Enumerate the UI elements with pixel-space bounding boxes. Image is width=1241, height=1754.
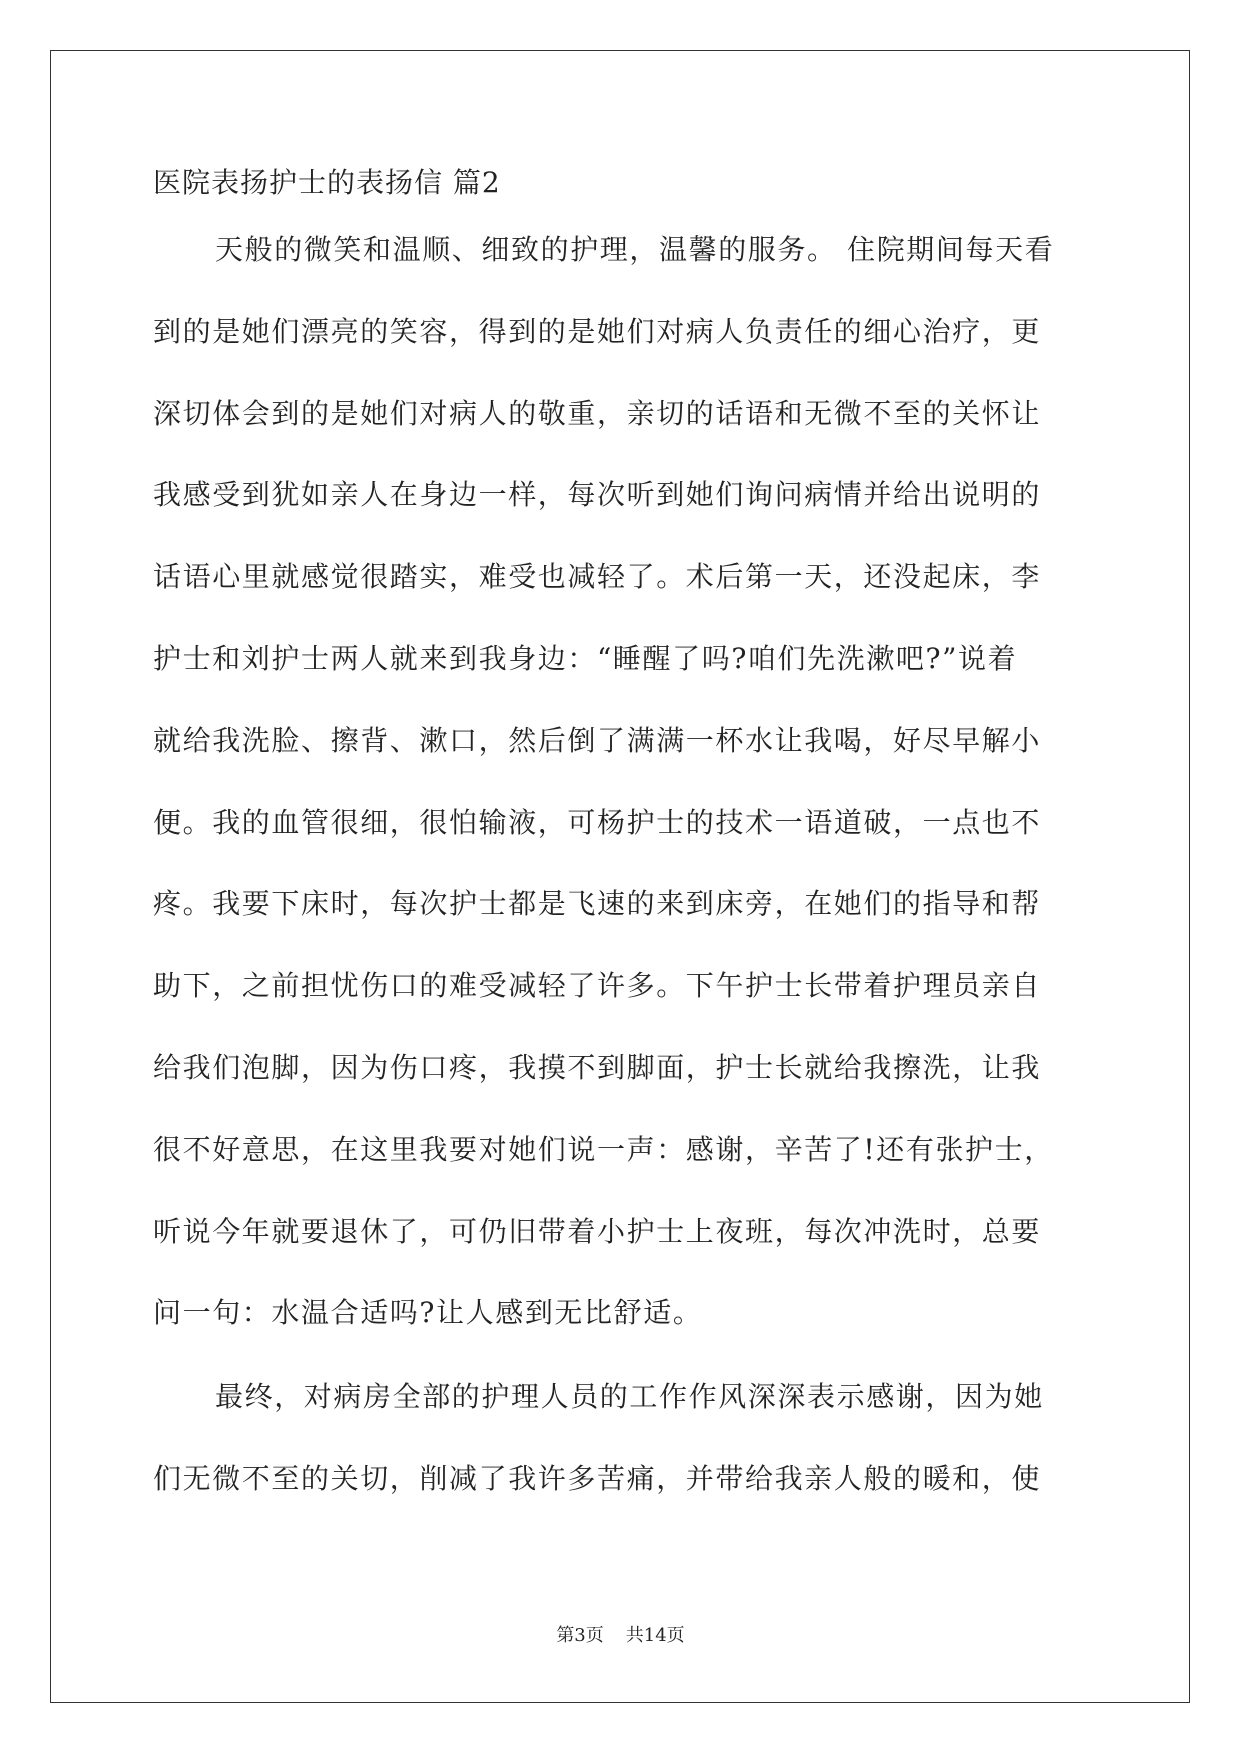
text-line: 深切体会到的是她们对病人的敬重，亲切的话语和无微不至的关怀让 xyxy=(153,396,1042,430)
text-line: 问一句：水温合适吗?让人感到无比舒适。 xyxy=(153,1296,703,1330)
page-number: 第3页 xyxy=(556,1625,604,1646)
text-line: 很不好意思，在这里我要对她们说一声：感谢，辛苦了!还有张护士， xyxy=(153,1132,1054,1166)
text-line: 疼。我要下床时，每次护士都是飞速的来到床旁，在她们的指导和帮 xyxy=(153,887,1042,921)
text-line: 天般的微笑和温顺、细致的护理，温馨的服务。 住院期间每天看 xyxy=(215,233,1055,266)
text-line: 我感受到犹如亲人在身边一样，每次听到她们询问病情并给出说明的 xyxy=(153,478,1042,512)
text-line: 听说今年就要退休了，可仍旧带着小护士上夜班，每次冲洗时，总要 xyxy=(153,1214,1042,1248)
text-line: 给我们泡脚，因为伤口疼，我摸不到脚面，护士长就给我擦洗，让我 xyxy=(153,1050,1042,1084)
page-total: 共14页 xyxy=(625,1625,685,1646)
paragraph-2 xyxy=(153,1356,1088,1520)
text-line: 话语心里就感觉很踏实，难受也减轻了。术后第一天，还没起床，李 xyxy=(153,560,1042,594)
document-title: 医院表扬护士的表扬信 篇2 xyxy=(153,166,501,199)
text-line: 们无微不至的关切，削减了我许多苦痛，并带给我亲人般的暖和，使 xyxy=(153,1461,1042,1495)
text-line: 护士和刘护士两人就来到我身边：“睡醒了吗?咱们先洗漱吧?”说着 xyxy=(153,641,1018,675)
text-line: 便。我的血管很细，很怕输液，可杨护士的技术一语道破，一点也不 xyxy=(153,805,1042,839)
paragraph-1 xyxy=(153,209,1088,1354)
text-line: 到的是她们漂亮的笑容，得到的是她们对病人负责任的细心治疗，更 xyxy=(153,314,1042,348)
document-body xyxy=(153,163,1088,1520)
page-footer xyxy=(0,1624,1241,1648)
text-line: 就给我洗脸、擦背、漱口，然后倒了满满一杯水让我喝，好尽早解小 xyxy=(153,723,1042,757)
text-line: 最终，对病房全部的护理人员的工作作风深深表示感谢，因为她 xyxy=(215,1380,1044,1414)
text-line: 助下，之前担忧伤口的难受减轻了许多。下午护士长带着护理员亲自 xyxy=(153,969,1042,1003)
